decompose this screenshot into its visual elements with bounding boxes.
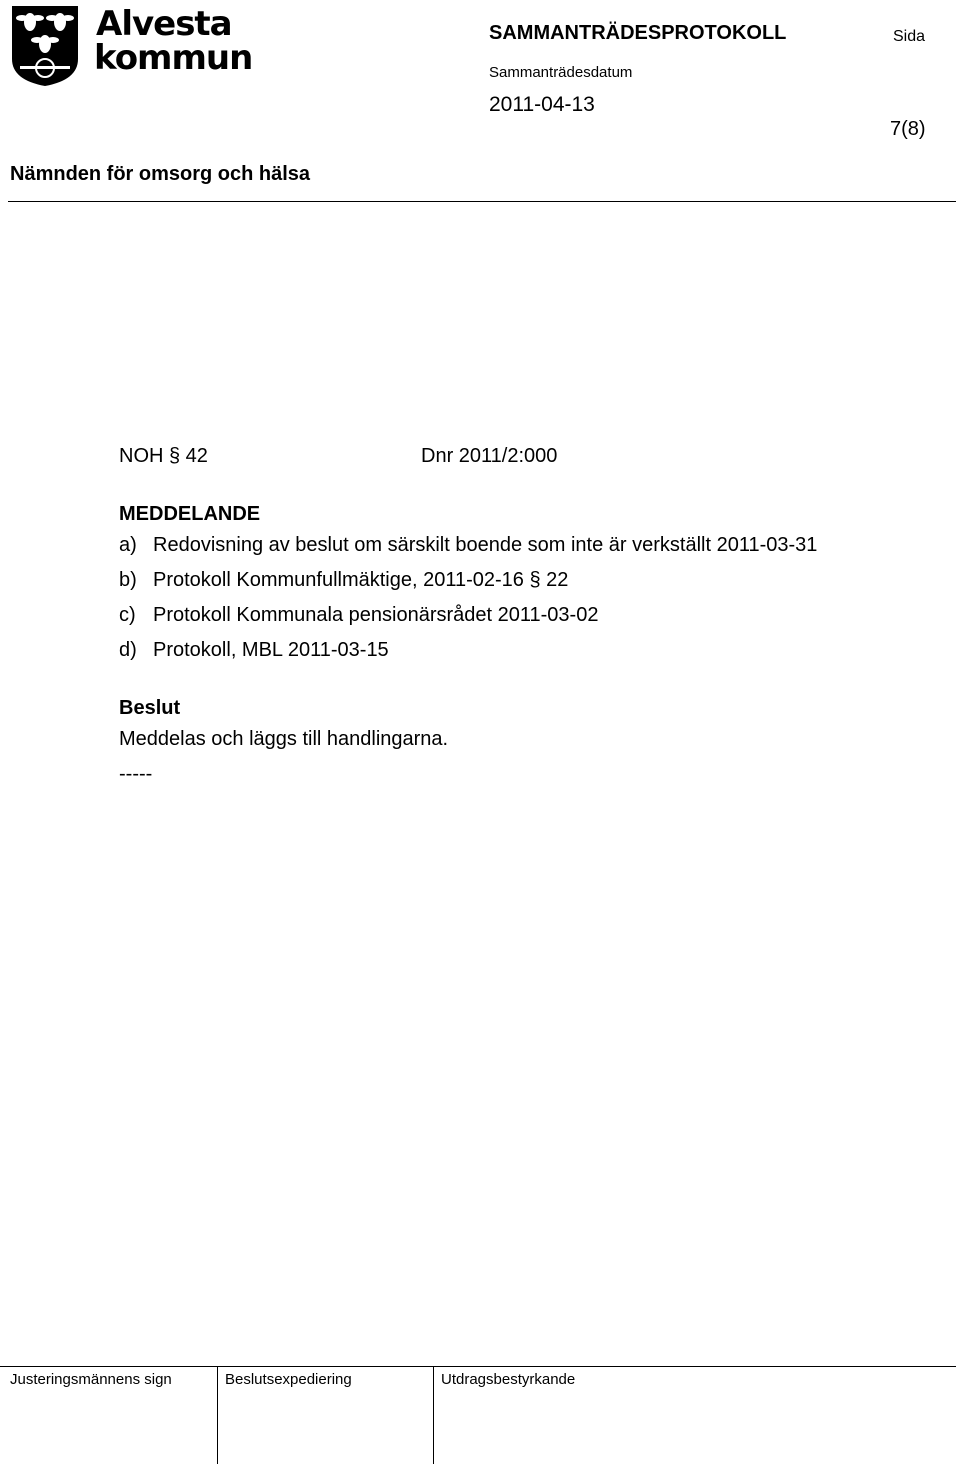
list-item	[119, 604, 598, 627]
decision-heading: Beslut	[119, 697, 181, 719]
page-number: 7(8)	[890, 118, 926, 140]
list-marker: c)	[119, 604, 136, 626]
logo-line-1: Alvesta	[96, 4, 232, 44]
list-text: Protokoll, MBL 2011-03-15	[153, 639, 389, 661]
document-type: SAMMANTRÄDESPROTOKOLL	[489, 22, 787, 44]
footer-divider	[217, 1366, 218, 1464]
page-label: Sida	[893, 28, 926, 45]
diary-number: Dnr 2011/2:000	[421, 445, 558, 467]
footer-signature-label: Justeringsmännens sign	[10, 1371, 172, 1388]
meeting-date: 2011-04-13	[489, 93, 595, 116]
list-text: Redovisning av beslut om särskilt boende som inte är verkställt 2011-03-31	[153, 534, 818, 556]
footer-divider	[433, 1366, 434, 1464]
list-marker: a)	[119, 534, 137, 556]
list-item	[119, 569, 568, 592]
logo-line-2: kommun	[94, 38, 253, 78]
header-divider	[8, 201, 956, 202]
list-item	[119, 534, 817, 557]
item-heading: MEDDELANDE	[119, 503, 261, 525]
end-mark: -----	[119, 763, 153, 785]
list-marker: b)	[119, 569, 137, 591]
meeting-date-label: Sammanträdesdatum	[489, 64, 633, 81]
decision-text: Meddelas och läggs till handlingarna.	[119, 728, 449, 750]
list-text: Protokoll Kommunala pensionärsrådet 2011-03-02	[153, 604, 599, 626]
list-item	[119, 639, 389, 662]
coat-of-arms-icon	[10, 4, 80, 88]
list-marker: d)	[119, 639, 137, 661]
footer-top-rule	[0, 1366, 956, 1367]
item-number: NOH § 42	[119, 445, 208, 467]
footer-dispatch-label: Beslutsexpediering	[225, 1371, 352, 1388]
footer-certification-label: Utdragsbestyrkande	[441, 1371, 576, 1388]
alvesta-kommun-logo	[10, 4, 253, 88]
committee-name: Nämnden för omsorg och hälsa	[10, 163, 311, 185]
list-text: Protokoll Kommunfullmäktige, 2011-02-16 § 22	[153, 569, 569, 591]
